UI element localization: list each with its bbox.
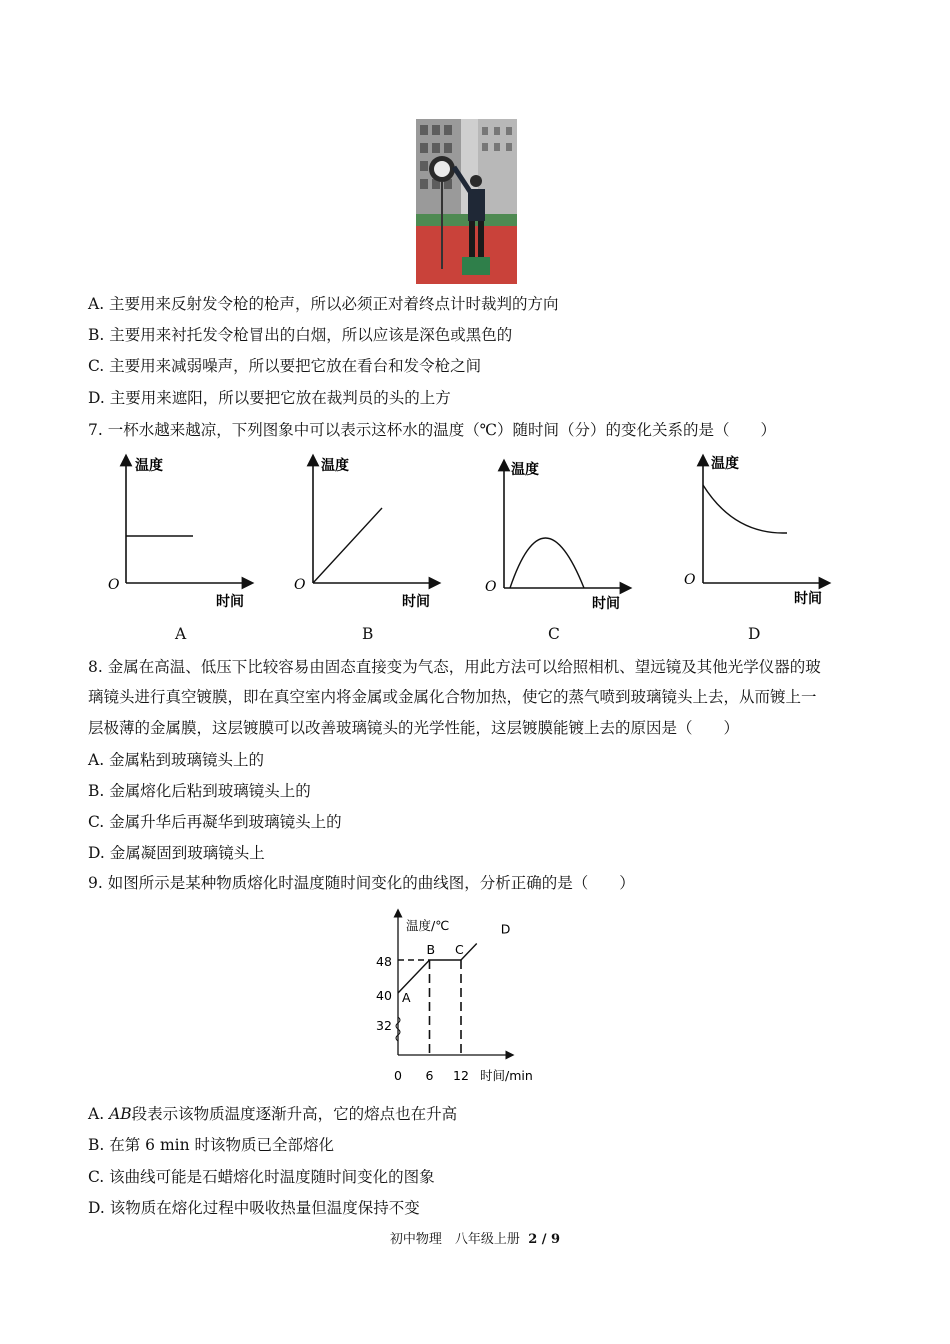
q7-a-ylabel: 温度 [135, 458, 163, 474]
q7-graph-b [294, 457, 435, 610]
q7-d-curve [703, 485, 787, 533]
q7-a-xlabel: 时间 [216, 594, 244, 610]
q7-b-curve [313, 508, 382, 583]
q7-stem: 7. 一杯水越来越凉，下列图象中可以表示这杯水的温度（℃）随时间（分）的变化关系的是（ ） [88, 421, 777, 439]
q8-stem-line-1: 8. 金属在高温、低压下比较容易由固态直接变为气态，用此方法可以给照相机、望远镜及其他光学仪器的玻 [88, 658, 821, 676]
q7-label-c: C [548, 625, 560, 643]
q7-graph-d [684, 455, 825, 607]
q7-b-ylabel: 温度 [321, 458, 349, 474]
q9-point-C: C [455, 942, 464, 957]
q9-xlabel: 时间/min [480, 1068, 533, 1083]
q9-option-d: D. 该物质在熔化过程中吸收热量但温度保持不变 [88, 1199, 420, 1217]
q7-a-origin: O [108, 577, 120, 593]
q7-c-ylabel: 温度 [511, 462, 539, 478]
q9-curve-segment-0 [398, 960, 430, 993]
q8-option-d: D. 金属凝固到玻璃镜头上 [88, 844, 265, 862]
q9-ytick-40: 40 [376, 988, 392, 1003]
q6-option-d: D. 主要用来遮阳，所以要把它放在裁判员的头的上方 [88, 389, 451, 407]
starter-photo [416, 119, 517, 284]
q9-xtick-6: 6 [425, 1068, 434, 1083]
q9-point-B: B [426, 942, 436, 957]
q9-ytick-48: 48 [376, 954, 392, 969]
q9-option-a [88, 1104, 457, 1124]
q8-option-c: C. 金属升华后再凝华到玻璃镜头上的 [88, 813, 342, 831]
q6-option-a: A. 主要用来反射发令枪的枪声，所以必须正对着终点计时裁判的方向 [88, 295, 559, 313]
q9-option-a-prefix: A. [88, 1105, 110, 1123]
q7-graph-a [108, 457, 248, 610]
q7-b-origin: O [294, 577, 306, 593]
q7-c-xlabel: 时间 [592, 596, 620, 612]
q9-xtick-12: 12 [453, 1068, 469, 1083]
q7-label-d: D [748, 625, 761, 643]
q8-stem-line-2: 璃镜头进行真空镀膜，即在真空室内将金属或金属化合物加热，使它的蒸气喷到玻璃镜头上去，从而镀上一 [88, 688, 817, 706]
q9-point-D: D [500, 921, 511, 937]
q7-label-a: A [175, 625, 187, 643]
footer-text: 初中物理 八年级上册 [389, 1232, 520, 1247]
q9-melting-chart [360, 905, 560, 1090]
q7-graph-c [485, 461, 626, 612]
q9-option-b: B. 在第 6 min 时该物质已全部熔化 [88, 1136, 335, 1154]
page-footer [0, 1228, 950, 1247]
q7-d-origin: O [684, 572, 696, 588]
q7-label-b: B [362, 625, 374, 643]
q7-d-xlabel: 时间 [794, 591, 822, 607]
q8-stem-line-3: 层极薄的金属膜，这层镀膜可以改善玻璃镜头的光学性能，这层镀膜能镀上去的原因是（ ） [88, 719, 740, 737]
q7-b-xlabel: 时间 [402, 594, 430, 610]
page-number: 2 / 9 [528, 1232, 561, 1247]
q9-xtick-0: 0 [394, 1068, 402, 1083]
q9-option-a-text: 段表示该物质温度逐渐升高，它的熔点也在升高 [131, 1105, 458, 1123]
q9-ylabel: 温度/℃ [406, 918, 450, 933]
q6-option-c: C. 主要用来减弱噪声，所以要把它放在看台和发令枪之间 [88, 357, 482, 375]
q9-option-a-segment: AB [109, 1105, 132, 1123]
q7-c-origin: O [485, 579, 497, 595]
q7-graphs [100, 450, 840, 620]
q9-option-c: C. 该曲线可能是石蜡熔化时温度随时间变化的图象 [88, 1168, 435, 1186]
q8-option-b: B. 金属熔化后粘到玻璃镜头上的 [88, 782, 311, 800]
q7-d-ylabel: 温度 [711, 456, 739, 472]
q9-stem: 9. 如图所示是某种物质熔化时温度随时间变化的曲线图，分析正确的是（ ） [88, 874, 635, 892]
q6-option-b: B. 主要用来衬托发令枪冒出的白烟，所以应该是深色或黑色的 [88, 326, 513, 344]
q9-point-A: A [402, 990, 411, 1005]
q8-option-a: A. 金属粘到玻璃镜头上的 [88, 751, 265, 769]
q9-ytick-32: 32 [376, 1018, 392, 1033]
q7-c-curve [510, 538, 584, 588]
